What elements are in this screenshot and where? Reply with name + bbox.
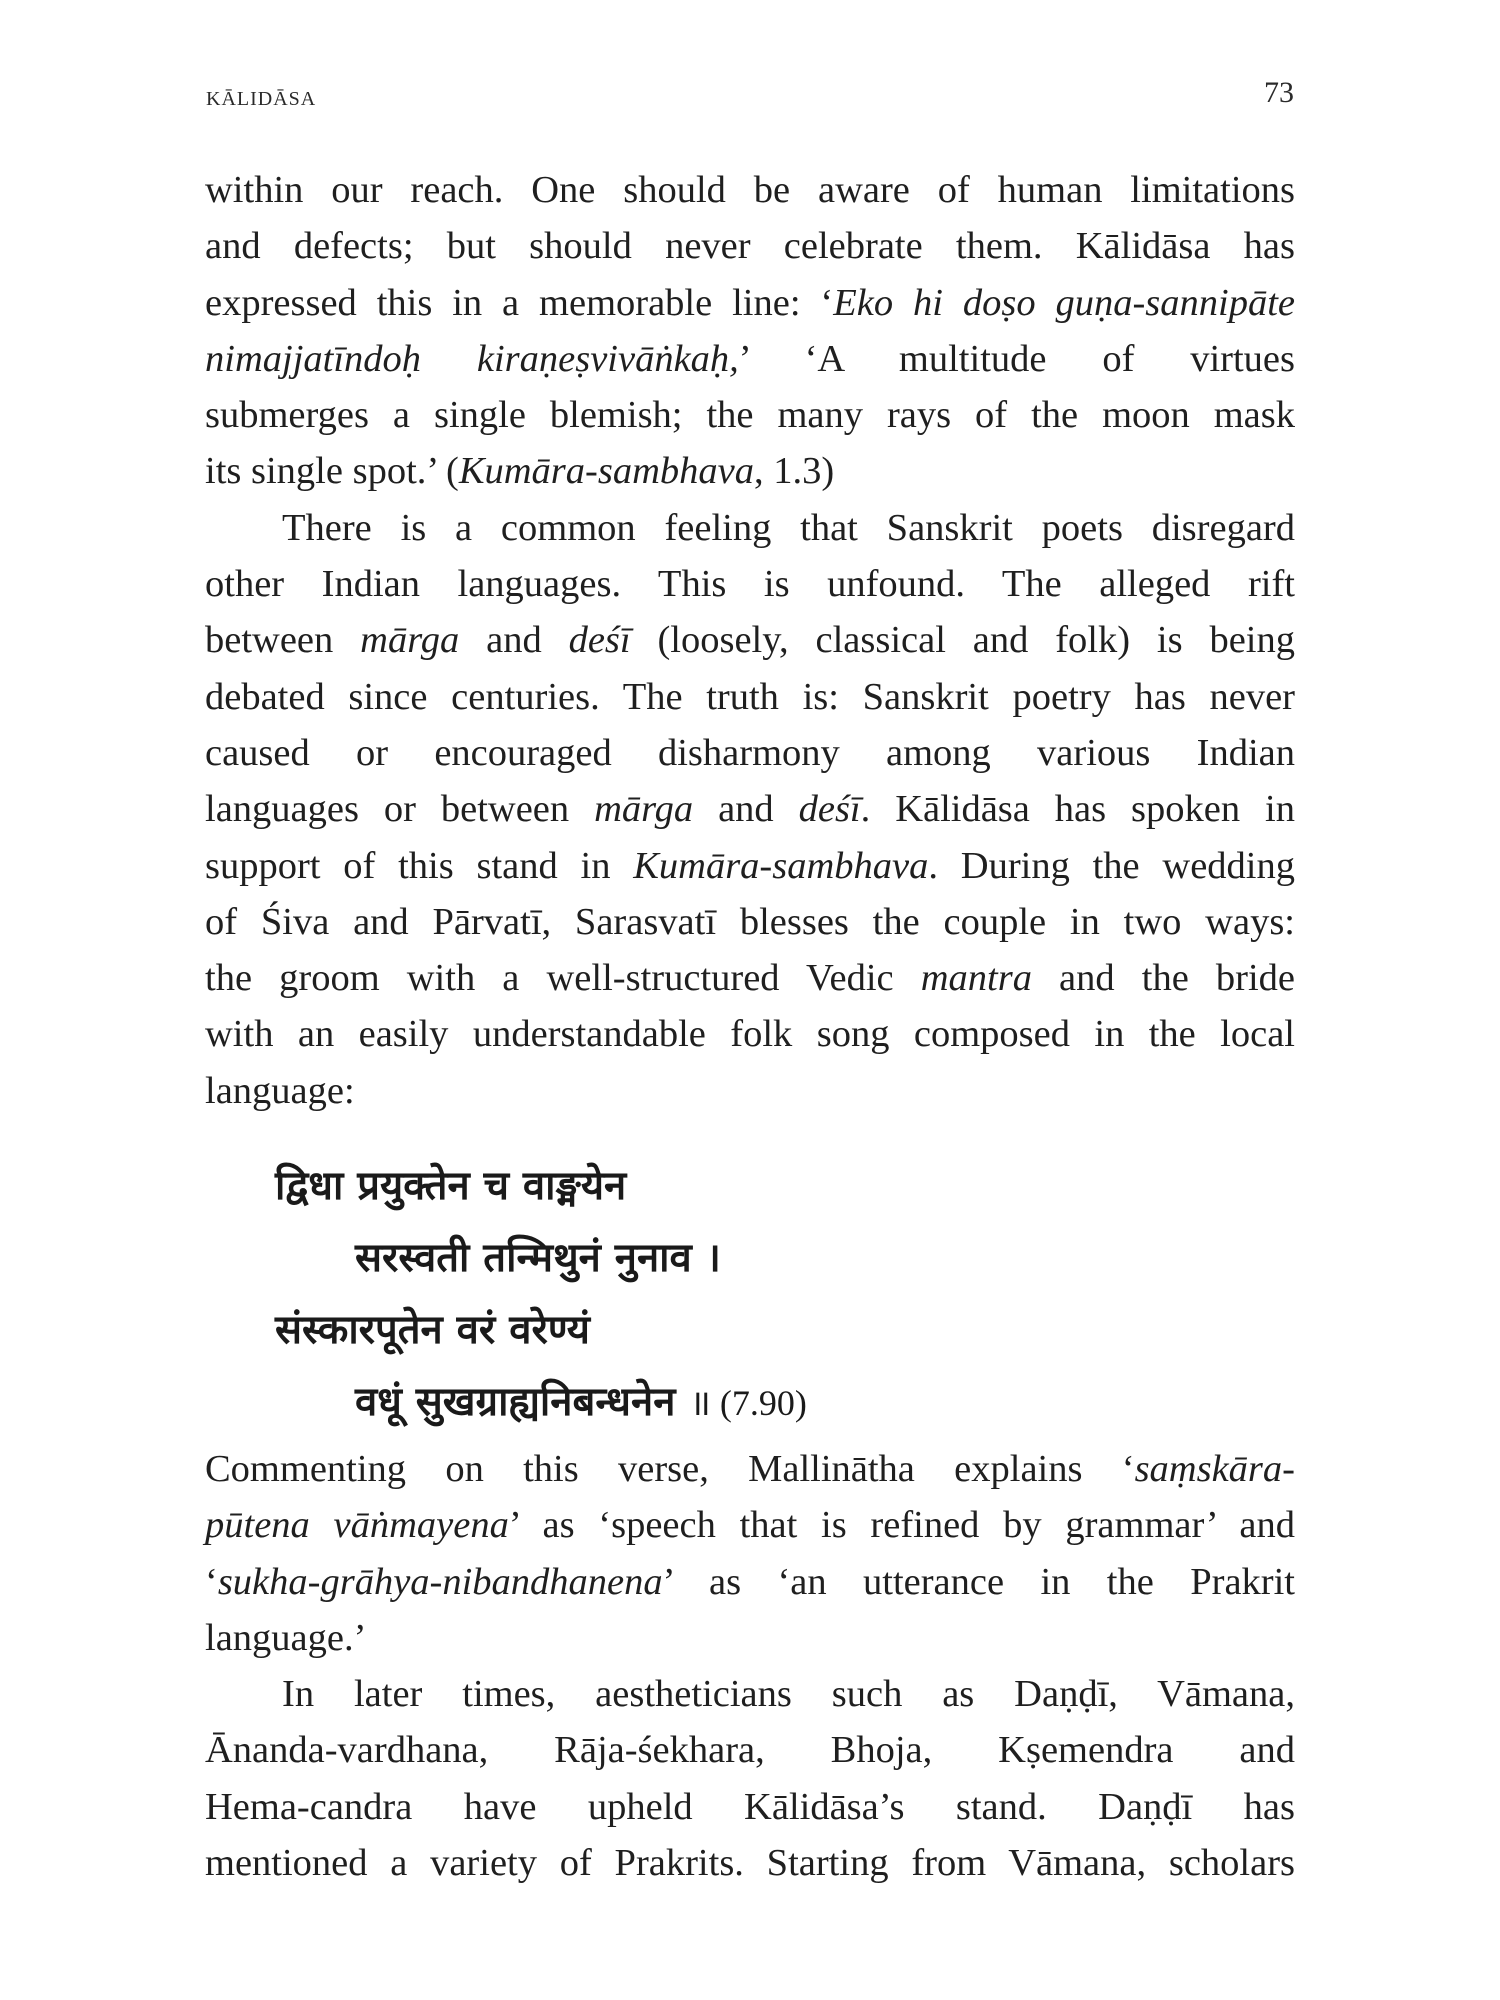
text-line: In later times, aestheticians such as Daṇḍī, Vāmana,	[282, 1673, 1295, 1716]
text-line: language:	[205, 1069, 355, 1112]
text-line: languages or between mārga and deśī. Kālidāsa has spoken in	[205, 788, 1295, 831]
text-line: its single spot.’ (Kumāra-sambhava, 1.3)	[205, 450, 835, 493]
text-line: with an easily understandable folk song composed in the local	[205, 1013, 1295, 1056]
text-line: Ānanda-vardhana, Rāja-śekhara, Bhoja, Kṣemendra and	[205, 1729, 1295, 1772]
text-line: of Śiva and Pārvatī, Sarasvatī blesses the couple in two ways:	[205, 900, 1295, 943]
verse-line: वधूं सुखग्राह्यनिबन्धनेन ॥ (7.90)	[355, 1379, 807, 1425]
page-number: 73	[1264, 76, 1294, 109]
verse-reference: ॥ (7.90)	[689, 1383, 807, 1423]
verse-line: सरस्वती तन्मिथुनं नुनाव ।	[355, 1235, 721, 1281]
sanskrit-verse	[275, 1150, 1175, 1439]
text-line: the groom with a well-structured Vedic mantra and the bride	[205, 957, 1295, 1000]
body-text-lower	[205, 1441, 1295, 1891]
text-line: submerges a single blemish; the many rays of the moon mask	[205, 394, 1295, 437]
text-line: Commenting on this verse, Mallinātha explains ‘saṃskāra-	[205, 1448, 1295, 1490]
text-line: There is a common feeling that Sanskrit poets disregard	[282, 506, 1295, 549]
text-line: expressed this in a memorable line: ‘Eko hi doṣo guṇa-sannipāte	[205, 281, 1295, 324]
text-line: nimajjatīndoḥ kiraṇeṣvivāṅkaḥ,’ ‘A multitude of virtues	[205, 337, 1295, 380]
verse-line: संस्कारपूतेन वरं वरेण्यं	[275, 1307, 591, 1353]
paragraph-1	[205, 162, 1295, 500]
text-line: Hema-candra have upheld Kālidāsa’s stand. Daṇḍī has	[205, 1785, 1295, 1828]
text-line: within our reach. One should be aware of human limitations	[205, 169, 1295, 211]
running-head: KĀLIDĀSA	[206, 88, 317, 110]
paragraph-3	[205, 1441, 1295, 1666]
body-text-upper	[205, 162, 1295, 1119]
text-line: debated since centuries. The truth is: Sanskrit poetry has never	[205, 675, 1295, 718]
text-line: caused or encouraged disharmony among various Indian	[205, 731, 1295, 774]
text-line: language.’	[205, 1616, 367, 1659]
paragraph-4	[205, 1666, 1295, 1891]
text-line: support of this stand in Kumāra-sambhava. During the wedding	[205, 844, 1295, 887]
text-line: ‘sukha-grāhya-nibandhanena’ as ‘an utterance in the Prakrit	[205, 1560, 1295, 1603]
text-line: between mārga and deśī (loosely, classical and folk) is being	[205, 619, 1296, 662]
text-line: and defects; but should never celebrate them. Kālidāsa has	[205, 225, 1295, 268]
paragraph-2	[205, 500, 1295, 1119]
verse-line: द्विधा प्रयुक्तेन च वाङ्मयेन	[275, 1163, 627, 1209]
text-line: pūtena vāṅmayena’ as ‘speech that is refined by grammar’ and	[205, 1504, 1296, 1547]
text-line: mentioned a variety of Prakrits. Starting from Vāmana, scholars	[205, 1842, 1295, 1885]
text-line: other Indian languages. This is unfound. The alleged rift	[205, 563, 1295, 606]
